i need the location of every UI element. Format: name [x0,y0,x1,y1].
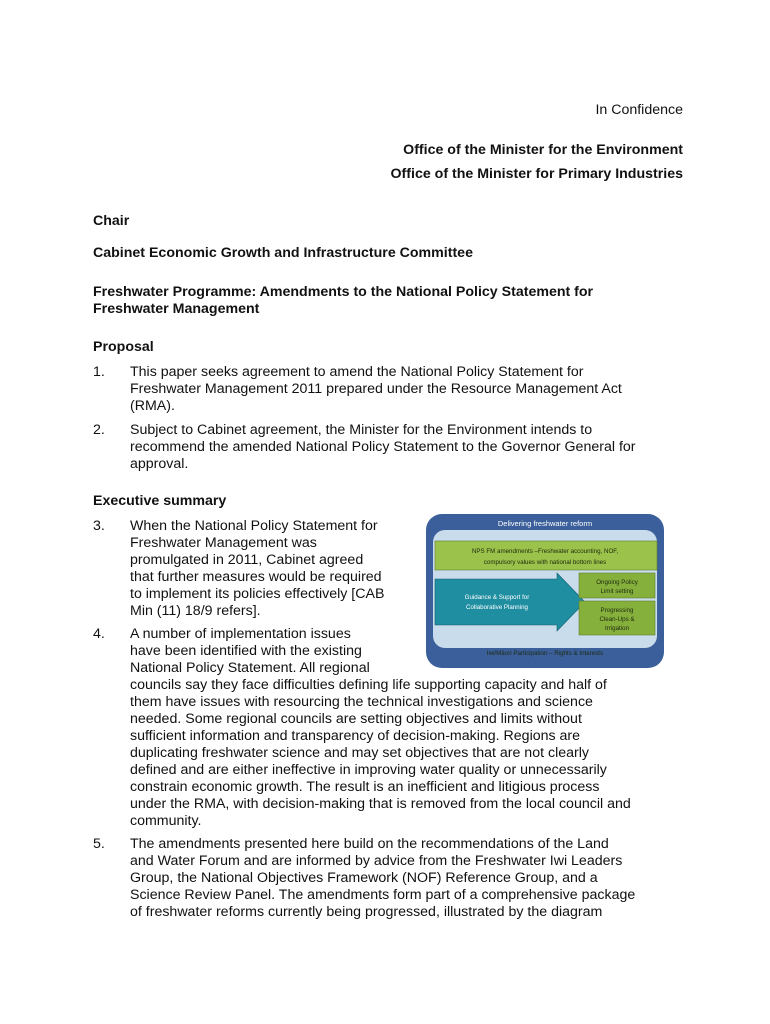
addressee-chair: Chair [93,213,130,229]
text-line: The amendments presented here build on the recommendations of the Land [130,836,609,852]
text-line: promulgated in 2011, Cabinet agreed [130,552,364,568]
text-line: have been identified with the existing [130,643,362,659]
text-line: defined and are either ineffective in improving water quality or unnecessarily [130,762,607,778]
text-line: National Policy Statement. All regional [130,660,370,676]
committee-name: Cabinet Economic Growth and Infrastructure Committee [93,245,473,261]
paragraph-text [130,836,635,921]
text-line: them have issues with resourcing the technical investigations and science [130,694,593,710]
diagram-side-box-1-line-2: Limit setting [600,588,634,595]
text-line: Subject to Cabinet agreement, the Minister for the Environment intends to [130,422,593,438]
freshwater-reform-diagram [425,513,665,669]
text-line: community. [130,813,202,829]
text-line: recommend the amended National Policy Statement to the Governor General for [130,439,636,455]
paragraph-number: 3. [93,518,105,534]
paragraph-1 [93,364,693,416]
paragraph-text [130,518,384,620]
executive-summary-heading: Executive summary [93,493,227,509]
diagram-arrow-line-1: Guidance & Support for [464,594,530,601]
diagram-arrow [435,573,585,631]
text-line: Freshwater Management was [130,535,317,551]
paragraph-2 [93,422,693,474]
text-line: This paper seeks agreement to amend the National Policy Statement for [130,364,584,380]
office-minister-environment: Office of the Minister for the Environment [403,142,683,158]
proposal-heading: Proposal [93,339,154,355]
text-line: under the RMA, with decision-making that is removed from the local council and [130,796,631,812]
text-line: of freshwater reforms currently being progressed, illustrated by the diagram [130,904,603,920]
text-line: councils say they face difficulties defining life supporting capacity and half of [130,677,607,693]
text-line: that further measures would be required [130,569,382,585]
text-line: duplicating freshwater science and may set objectives that are not clearly [130,745,589,761]
diagram-arrow-line-2: Collaborative Planning [466,604,528,611]
text-line: to implement its policies effectively [CAB [130,586,385,602]
paragraph-number: 5. [93,836,105,852]
text-line: constrain economic growth. The result is an inefficient and litigious process [130,779,600,795]
diagram-footer: Iwi/Māori Participation – Rights & Interests [486,650,604,657]
text-line: Group, the National Objectives Framework (NOF) Reference Group, and a [130,870,598,886]
diagram-title: Delivering freshwater reform [497,519,593,528]
diagram-side-box-2-line-3: Irrigation [604,625,630,632]
text-line: (RMA). [130,398,175,414]
text-line: Min (11) 18/9 refers]. [130,603,261,619]
text-line: sufficient information and transparency of decision-making. Regions are [130,728,581,744]
text-line: Science Review Panel. The amendments form part of a comprehensive package [130,887,636,903]
paragraph-number: 2. [93,422,105,438]
diagram-side-box-2-line-2: Clean-Ups & [599,616,635,623]
classification-label: In Confidence [595,102,683,118]
paper-title-line-1: Freshwater Programme: Amendments to the National Policy Statement for [93,284,594,300]
text-line: When the National Policy Statement for [130,518,378,534]
text-line: and Water Forum and are informed by advice from the Freshwater Iwi Leaders [130,853,623,869]
paragraph-text [130,364,622,415]
diagram-top-box-line-1: NPS FM amendments –Freshwater accounting, NOF, [471,548,619,555]
paper-title-line-2: Freshwater Management [93,301,260,317]
paragraph-number: 4. [93,626,105,642]
text-line: A number of implementation issues [130,626,351,642]
diagram-top-box-line-2: compulsory values with national bottom lines [483,559,607,566]
diagram-side-box-1-line-1: Ongoing Policy [596,579,638,586]
paragraph-text [130,422,636,473]
text-line: approval. [130,456,189,472]
paragraph-number: 1. [93,364,105,380]
office-minister-primary-industries: Office of the Minister for Primary Industries [390,166,683,182]
text-line: needed. Some regional councils are setting objectives and limits without [130,711,582,727]
diagram-side-box-2-line-1: Progressing [600,607,634,614]
text-line: Freshwater Management 2011 prepared under the Resource Management Act [130,381,622,397]
paragraph-5 [93,836,693,922]
